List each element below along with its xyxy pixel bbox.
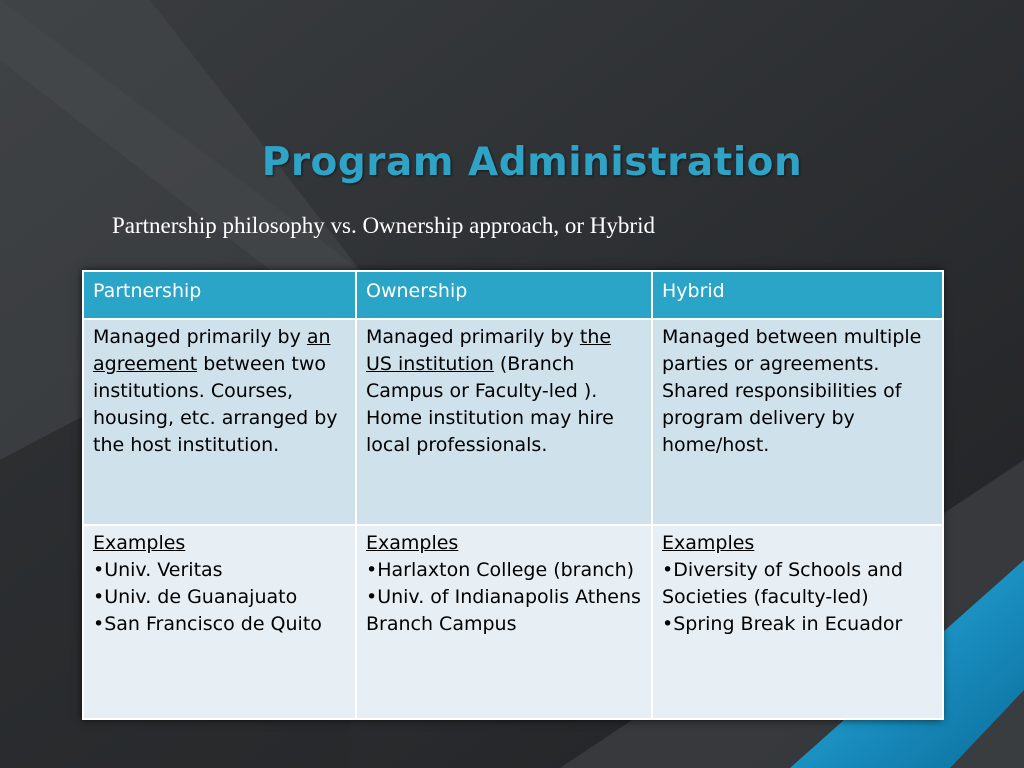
underlined-text: an	[306, 326, 331, 348]
examples-label: Examples	[366, 532, 459, 554]
cell-partnership-description	[83, 319, 356, 525]
example-item: •Spring Break in Ecuador	[662, 613, 903, 635]
example-item: •Univ. de Guanajuato	[93, 586, 298, 608]
table-row-examples	[83, 525, 943, 719]
text-segment: Managed between multiple parties or agreements. Shared responsibilities of program delivery by home/host.	[662, 326, 922, 456]
text-segment: Managed primarily by	[93, 326, 307, 348]
cell-ownership-examples	[356, 525, 652, 719]
table-row-description	[83, 319, 943, 525]
underlined-text: agreement	[93, 353, 198, 375]
underlined-text: the US institution	[366, 326, 612, 375]
header-hybrid: Hybrid	[652, 271, 943, 319]
slide-title: Program Administration	[261, 140, 803, 185]
example-item: •Univ. Veritas	[93, 559, 223, 581]
header-ownership: Ownership	[356, 271, 652, 319]
cell-partnership-examples	[83, 525, 356, 719]
text-segment: (Branch Campus or Faculty-led ). Home institution may hire local professionals.	[366, 353, 614, 456]
table-header-row	[83, 271, 943, 319]
header-partnership: Partnership	[83, 271, 356, 319]
text-segment: between two institutions. Courses, housing, etc. arranged by the host institution.	[93, 353, 338, 456]
example-item: •Univ. of Indianapolis Athens Branch Campus	[366, 586, 641, 635]
comparison-table	[82, 270, 942, 720]
examples-label: Examples	[662, 532, 755, 554]
example-item: •San Francisco de Quito	[93, 613, 322, 635]
example-item: •Diversity of Schools and Societies (faculty-led)	[662, 559, 903, 608]
cell-ownership-description	[356, 319, 652, 525]
cell-hybrid-description	[652, 319, 943, 525]
example-item: •Harlaxton College (branch)	[366, 559, 635, 581]
examples-label: Examples	[93, 532, 186, 554]
cell-hybrid-examples	[652, 525, 943, 719]
text-segment: Managed primarily by	[366, 326, 580, 348]
slide-subtitle: Partnership philosophy vs. Ownership approach, or Hybrid	[112, 213, 655, 238]
